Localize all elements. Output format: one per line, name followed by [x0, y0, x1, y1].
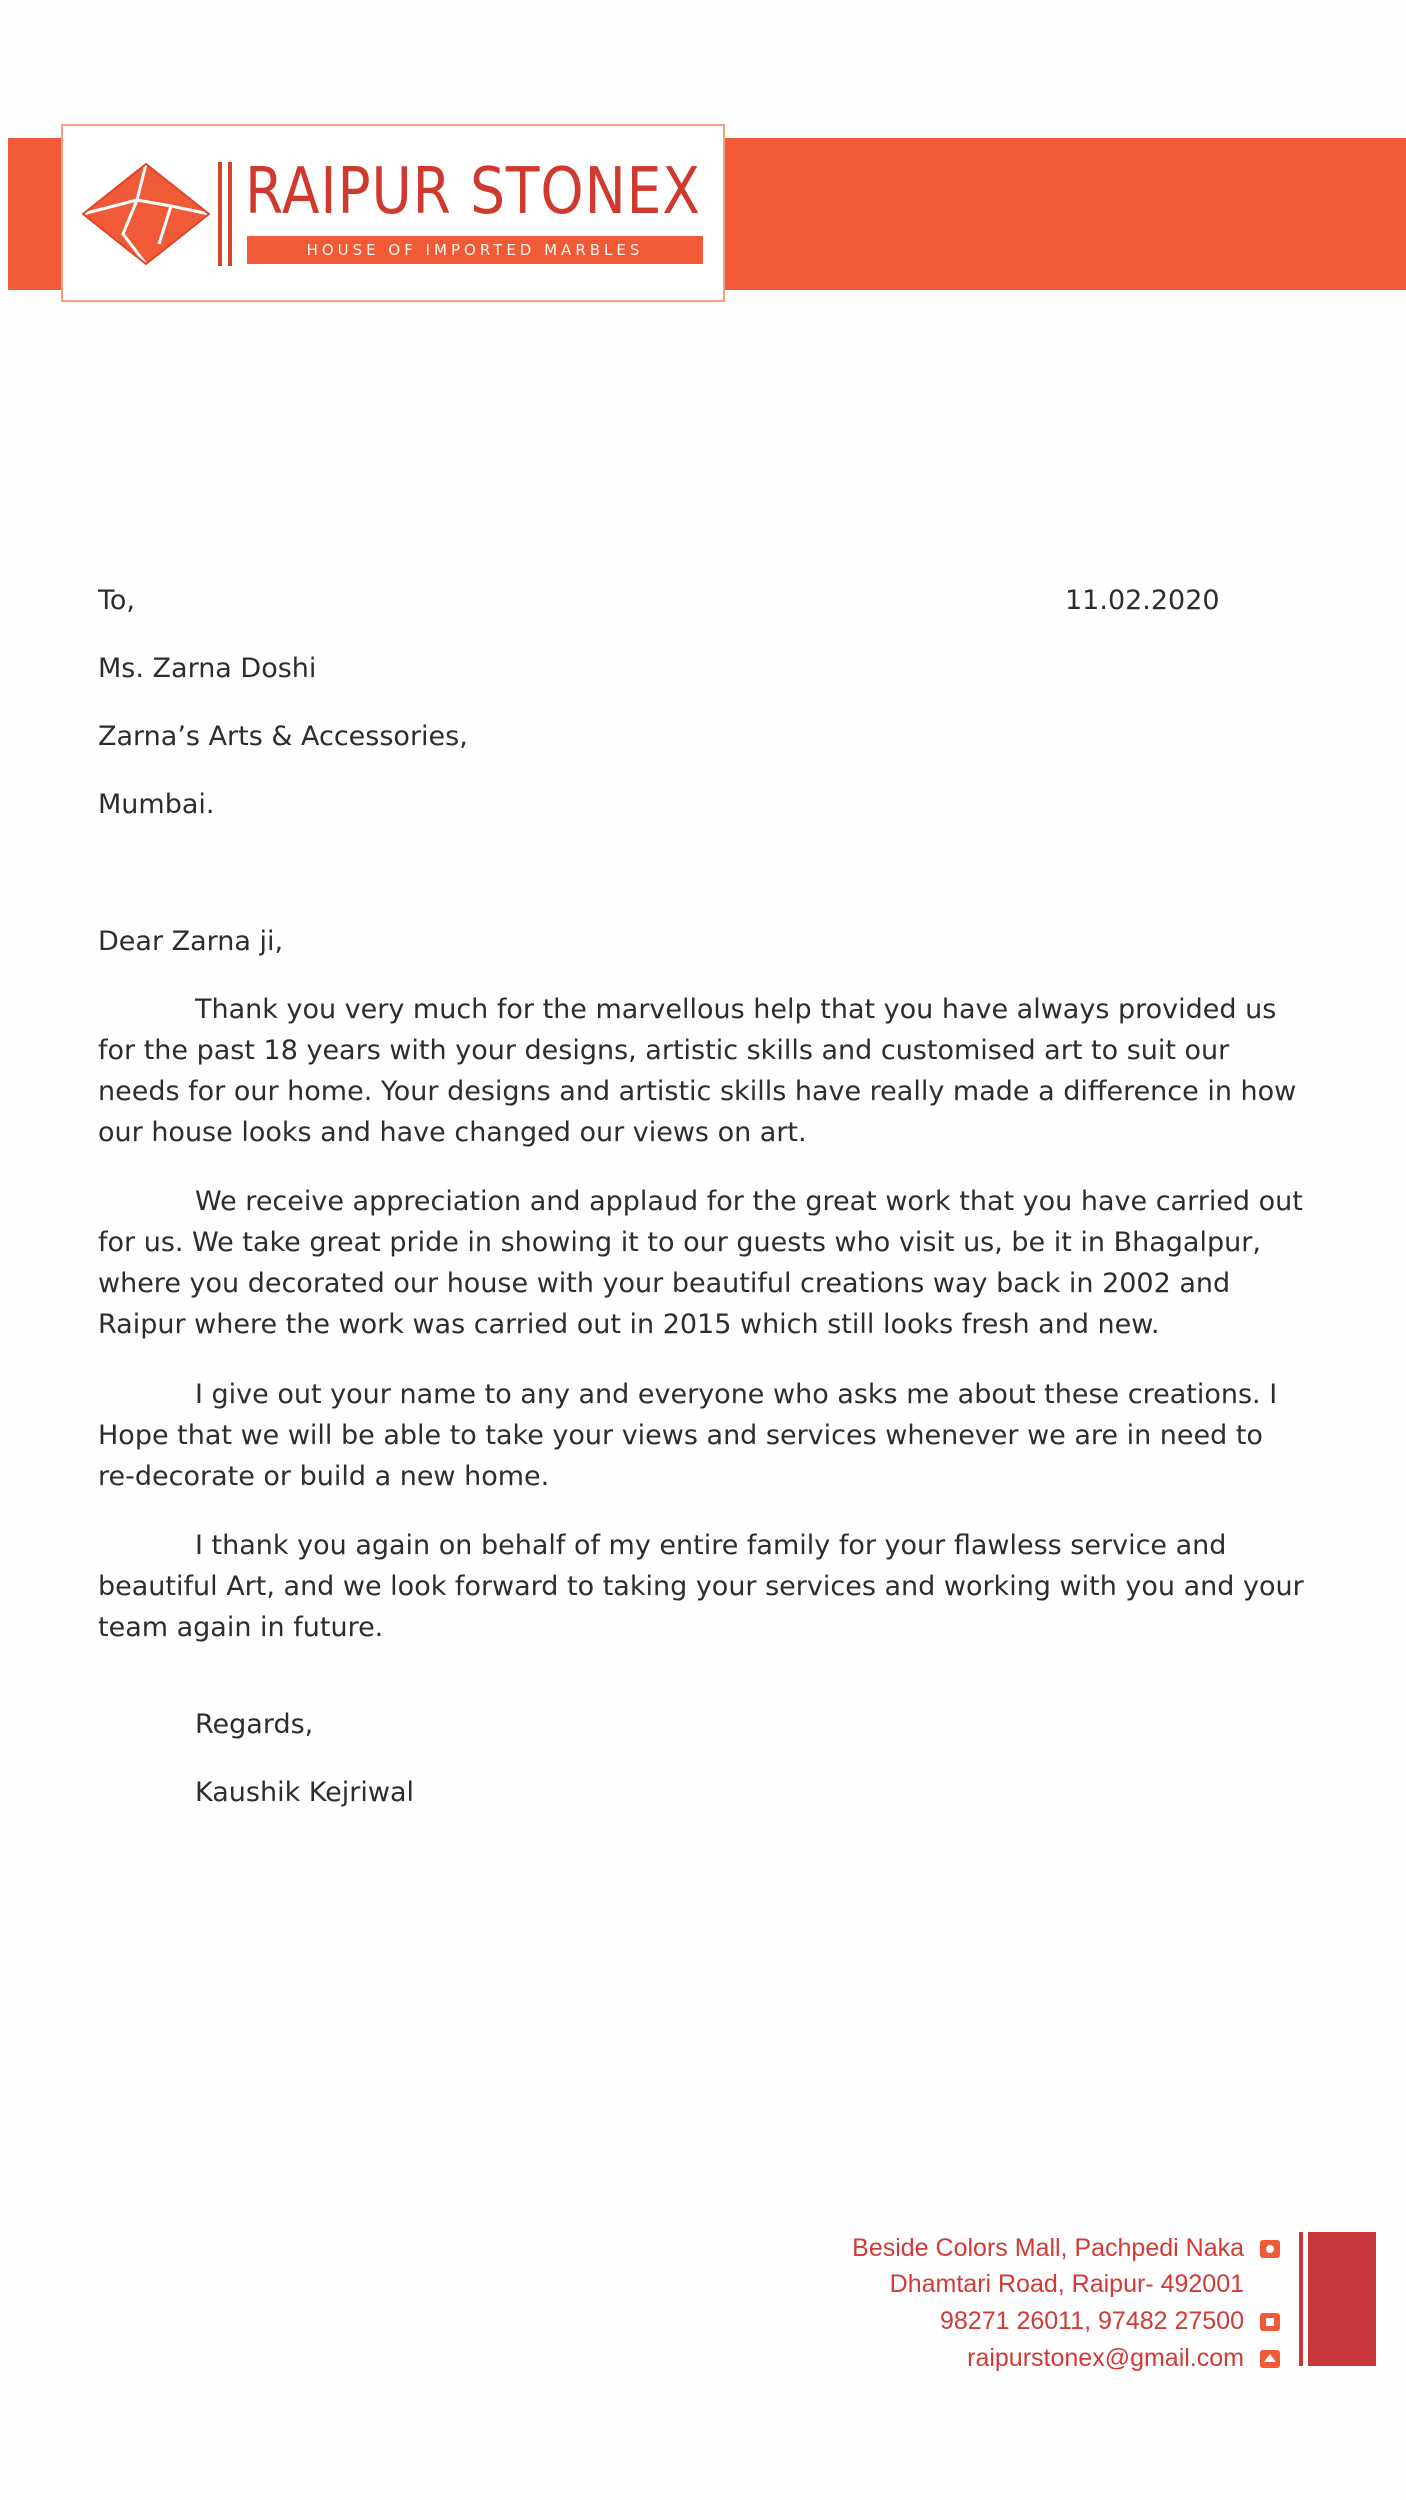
logo-divider [218, 162, 234, 266]
email-line[interactable]: raipurstonex@gmail.com [967, 2340, 1280, 2377]
company-name: RAIPUR STONEX [245, 155, 701, 229]
paragraph-3: I give out your name to any and everyone who asks me about these creations. I Hope that we will be able to take your views and services whenever we are in need to re-decorate or build a new home. [98, 1379, 1278, 1492]
recipient-name: Ms. Zarna Doshi [98, 653, 317, 684]
footer-accent-bar [1308, 2232, 1376, 2366]
to-label: To, [98, 585, 136, 616]
signatory-name: Kaushik Kejriwal [195, 1777, 414, 1808]
paragraph-4: I thank you again on behalf of my entire family for your flawless service and beautiful Art, and we look forward to taking your services and working with you and your team again in future. [98, 1530, 1304, 1643]
company-logo [61, 124, 725, 302]
phone-line: 98271 26011, 97482 27500 [940, 2303, 1280, 2340]
paragraph-2: We receive appreciation and applaud for the great work that you have carried out for us. We take great pride in showing it to our guests who visit us, be it in Bhagalpur, where you decorated our house with your beautiful creations way back in 2002 and Raipur where the work was carried out in 2015 which still looks fresh and new. [98, 1186, 1303, 1340]
address-line-1: Beside Colors Mall, Pachpedi Naka [852, 2230, 1280, 2267]
recipient-company: Zarna’s Arts & Accessories, [98, 721, 468, 752]
email-icon [1260, 2350, 1280, 2368]
letter-date: 11.02.2020 [1065, 585, 1220, 616]
address-line-2: Dhamtari Road, Raipur- 492001 [889, 2270, 1244, 2298]
location-icon [1260, 2240, 1280, 2258]
company-tagline: HOUSE OF IMPORTED MARBLES [247, 236, 703, 264]
greeting: Dear Zarna ji, [98, 926, 284, 957]
closing: Regards, [195, 1709, 314, 1740]
footer-accent-line [1299, 2232, 1303, 2366]
paragraph-1: Thank you very much for the marvellous help that you have always provided us for the past 18 years with your designs, artistic skills and customised art to suit our needs for our home. Your designs and artistic skills have really made a difference in how our house looks and have changed our views on art. [98, 994, 1297, 1148]
recipient-city: Mumbai. [98, 789, 215, 820]
marble-tiles-icon [79, 160, 213, 268]
phone-icon [1260, 2313, 1280, 2331]
